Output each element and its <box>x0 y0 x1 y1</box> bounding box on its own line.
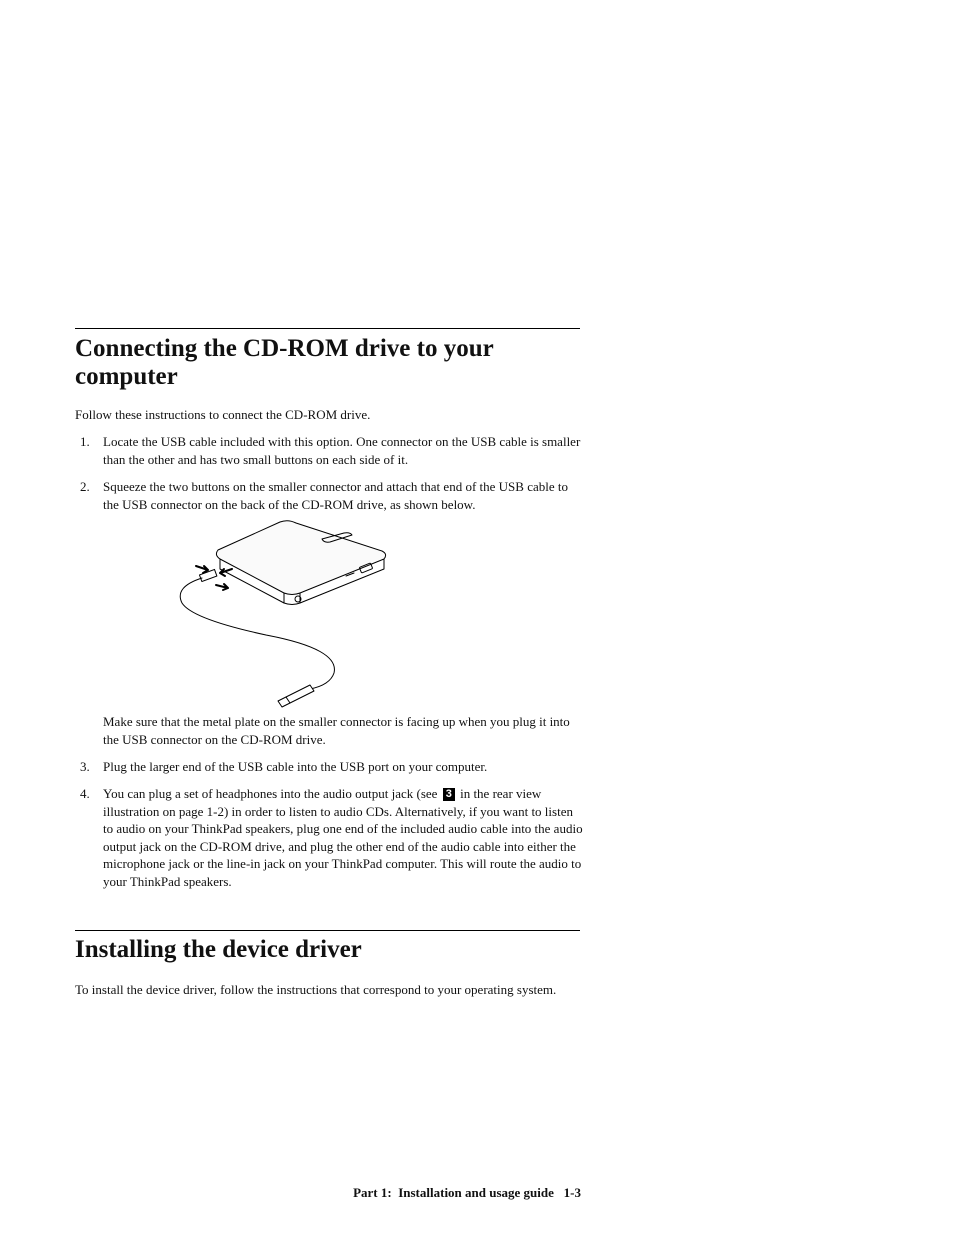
step-4-text <box>103 785 583 890</box>
section-rule-driver <box>75 930 580 931</box>
page-number: 1-3 <box>563 1185 581 1200</box>
step-2-text: Squeeze the two buttons on the smaller connector and attach that end of the USB cable to the USB connector on the back of the CD-ROM drive, as shown below. <box>103 479 568 512</box>
step-3-text: Plug the larger end of the USB cable into the USB port on your computer. <box>103 759 488 774</box>
usb-cable-cdrom-illustration <box>170 515 410 715</box>
footer-label: Part 1: Installation and usage guide <box>353 1185 554 1200</box>
step-number-2: 2. <box>80 479 90 494</box>
page-footer <box>300 1185 581 1201</box>
section2-intro: To install the device driver, follow the instructions that correspond to your operating system. <box>75 982 557 997</box>
step-1-text: Locate the USB cable included with this option. One connector on the USB cable is smaller than the other and has two small buttons on each side of it. <box>103 434 581 467</box>
section-title-installing: Installing the device driver <box>75 936 362 963</box>
step-number-4: 4. <box>80 786 90 801</box>
step-4-text-before: You can plug a set of headphones into the audio output jack (see <box>103 786 438 801</box>
step-number-3: 3. <box>80 759 90 774</box>
section-title-connecting: Connecting the CD-ROM drive to your computer <box>75 335 494 390</box>
section-intro: Follow these instructions to connect the CD-ROM drive. <box>75 407 371 422</box>
step-number-1: 1. <box>80 434 90 449</box>
callout-3-badge: 3 <box>443 788 455 801</box>
step-4-text-after: in the rear view illustration on page 1-2) in order to listen to audio CDs. Alternatively, if you want to listen to audio on your ThinkPad speakers, plug one end of the included audio cable into the audio output jack on the CD-ROM drive, and plug the other end of the audio cable into either the microphone jack or the line-in jack on your ThinkPad computer. This will route the audio to your ThinkPad speakers. <box>103 786 583 889</box>
step-2-note: Make sure that the metal plate on the smaller connector is facing up when you plug it into the USB connector on the CD-ROM drive. <box>103 714 570 747</box>
section-rule-top <box>75 328 580 329</box>
